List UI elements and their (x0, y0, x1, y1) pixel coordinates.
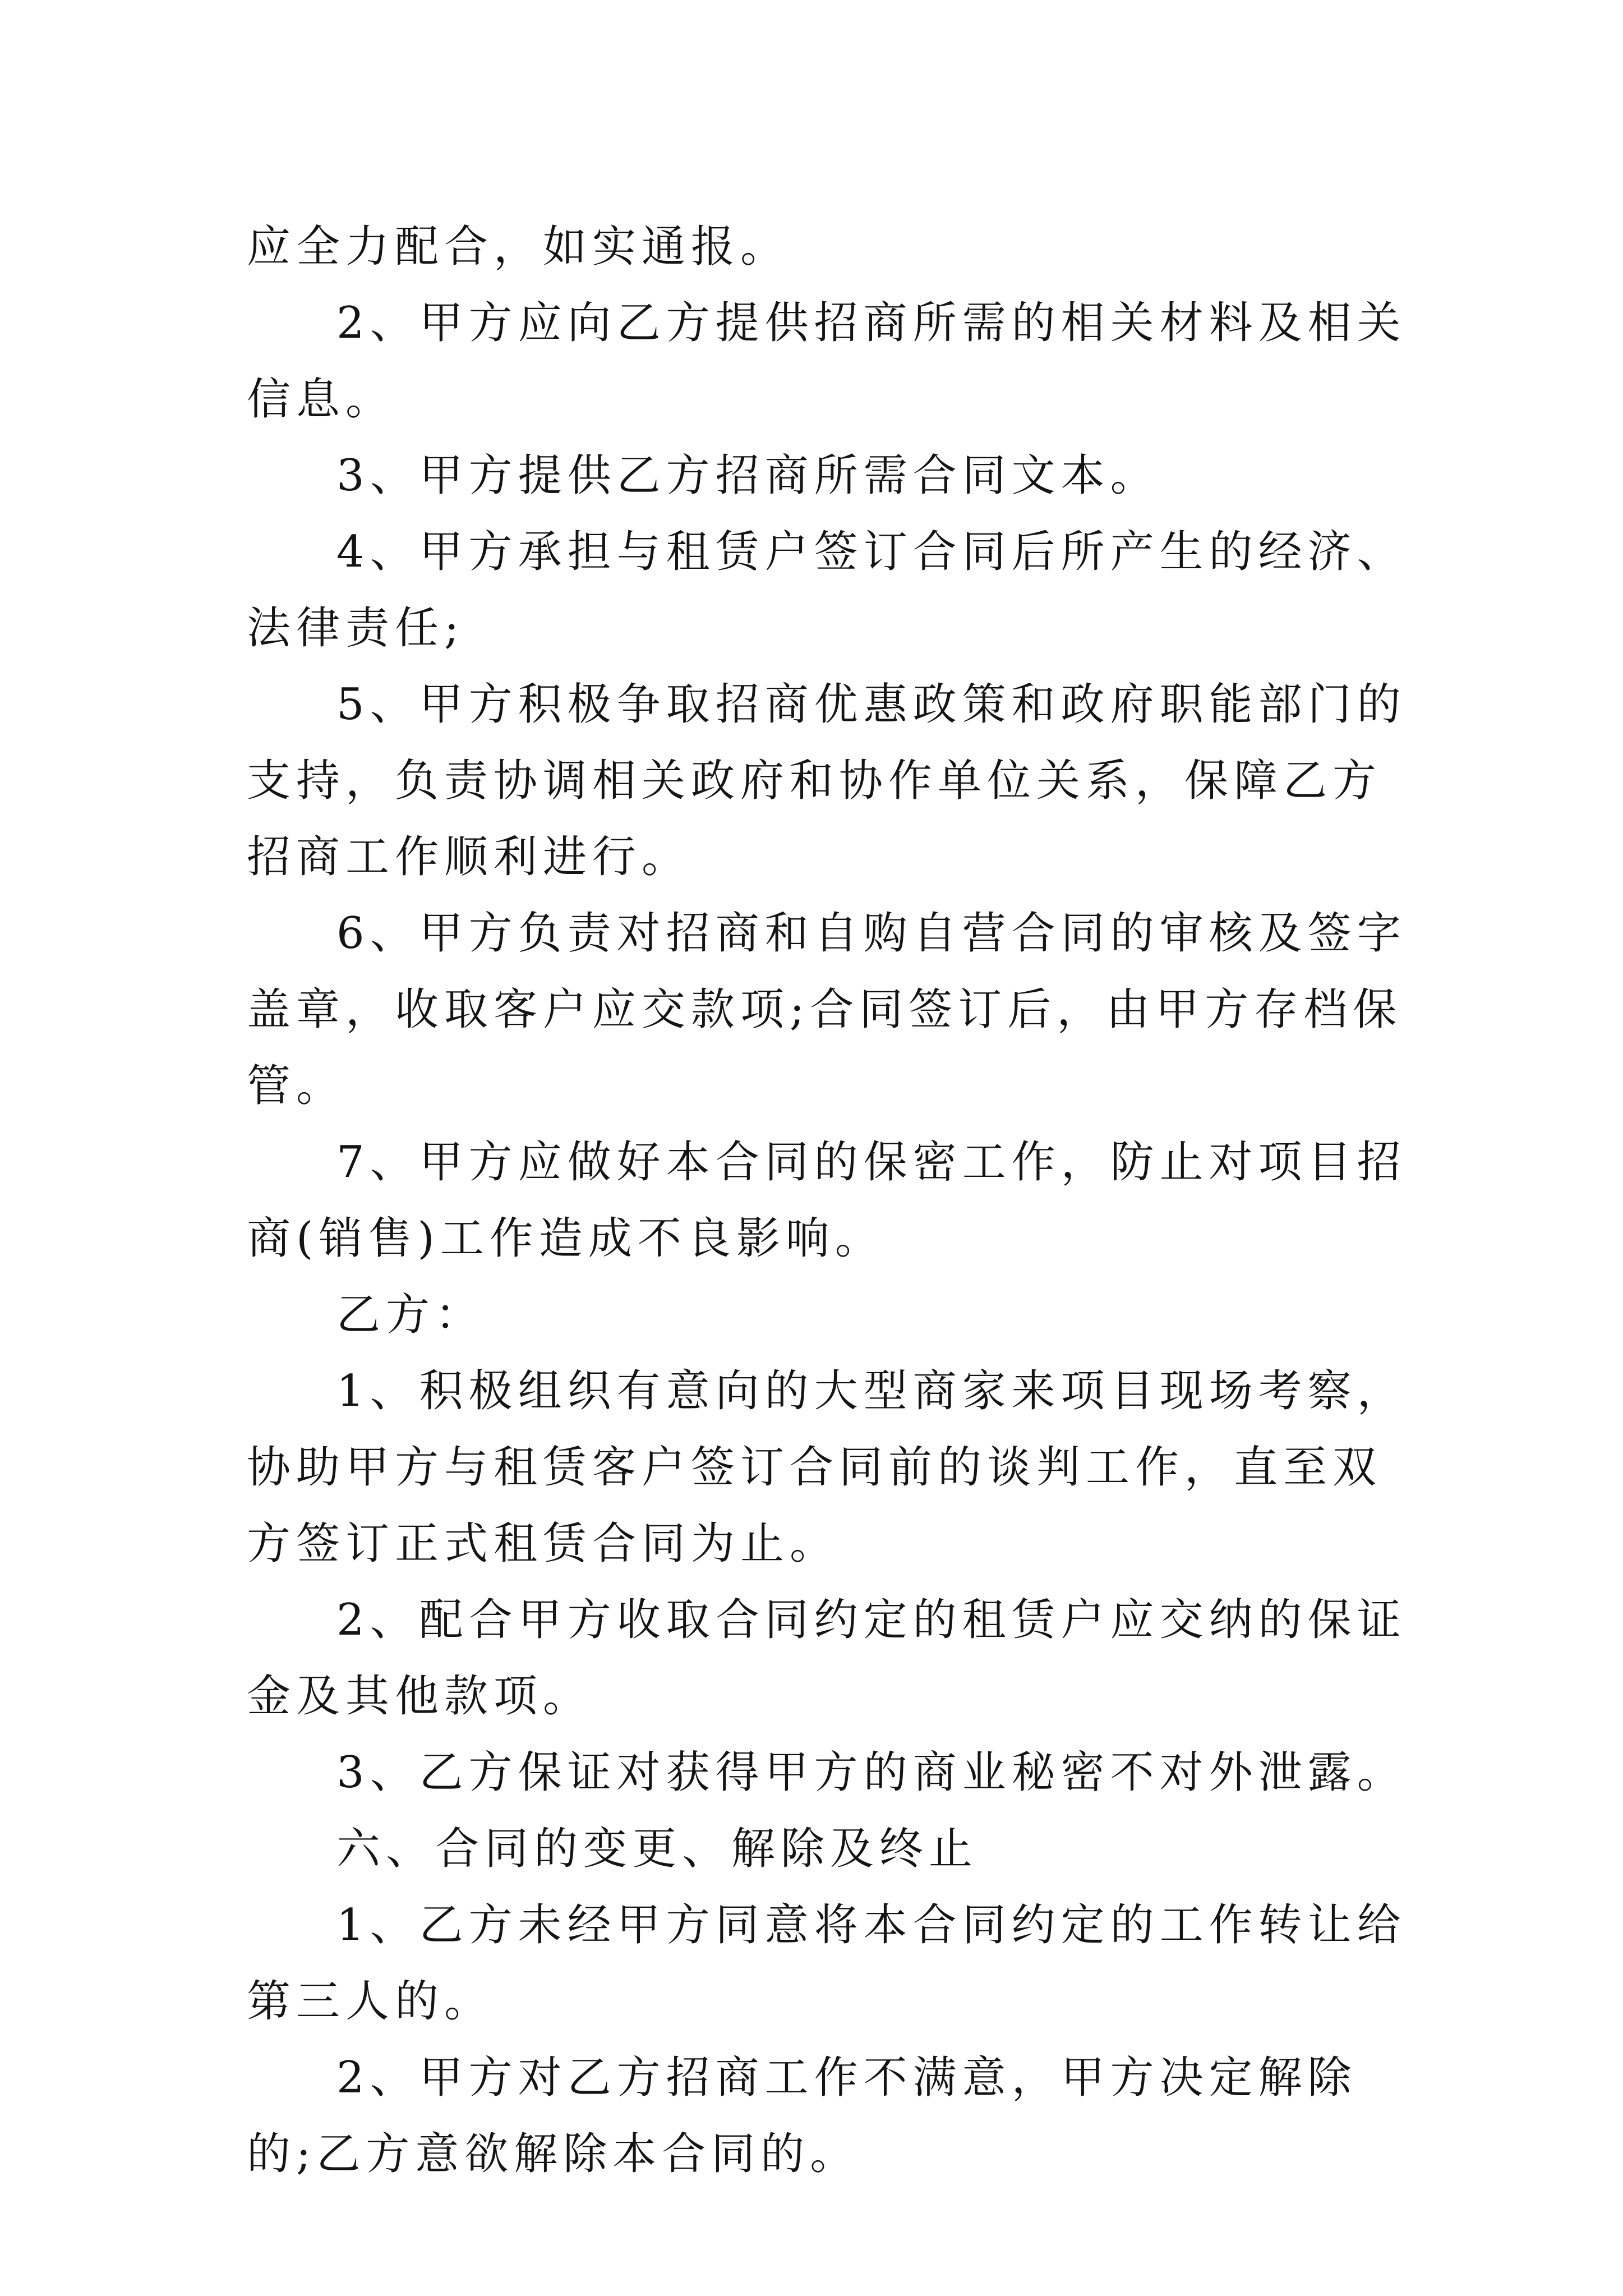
paragraph-party-b-item-2: 2、配合甲方收取合同约定的租赁户应交纳的保证金及其他款项。 (247, 1595, 1407, 1722)
document-body (247, 209, 1413, 2192)
paragraph-changes-item-2: 2、甲方对乙方招商工作不满意，甲方决定解除的;乙方意欲解除本合同的。 (247, 2053, 1357, 2179)
paragraph-party-a-item-6: 6、甲方负责对招商和自购自营合同的审核及签字盖章，收取客户应交款项;合同签订后，由甲方存档保管。 (247, 908, 1407, 1111)
paragraph-party-b-item-3: 3、乙方保证对获得甲方的商业秘密不对外泄露。 (336, 1747, 1407, 1798)
paragraph-continuation: 应全力配合，如实通报。 (247, 222, 790, 272)
heading-party-b: 乙方： (336, 1290, 485, 1340)
paragraph-party-a-item-2: 2、甲方应向乙方提供招商所需的相关材料及相关信息。 (247, 298, 1407, 425)
paragraph-party-a-item-5: 5、甲方积极争取招商优惠政策和政府职能部门的支持，负责协调相关政府和协作单位关系，保障乙方招商工作顺利进行。 (247, 679, 1407, 882)
paragraph-party-a-item-4: 4、甲方承担与租赁户签订合同后所产生的经济、法律责任; (247, 527, 1407, 654)
paragraph-party-b-item-1: 1、积极组织有意向的大型商家来项目现场考察，协助甲方与租赁客户签订合同前的谈判工作，直至双方签订正式租赁合同为止。 (247, 1366, 1407, 1569)
paragraph-party-a-item-7: 7、甲方应做好本合同的保密工作，防止对项目招商(销售)工作造成不良影响。 (247, 1137, 1407, 1264)
paragraph-changes-item-1: 1、乙方未经甲方同意将本合同约定的工作转让给第三人的。 (247, 1900, 1407, 2027)
section-heading-contract-changes: 六、合同的变更、解除及终止 (336, 1824, 979, 1874)
paragraph-party-a-item-3: 3、甲方提供乙方招商所需合同文本。 (336, 450, 1160, 501)
